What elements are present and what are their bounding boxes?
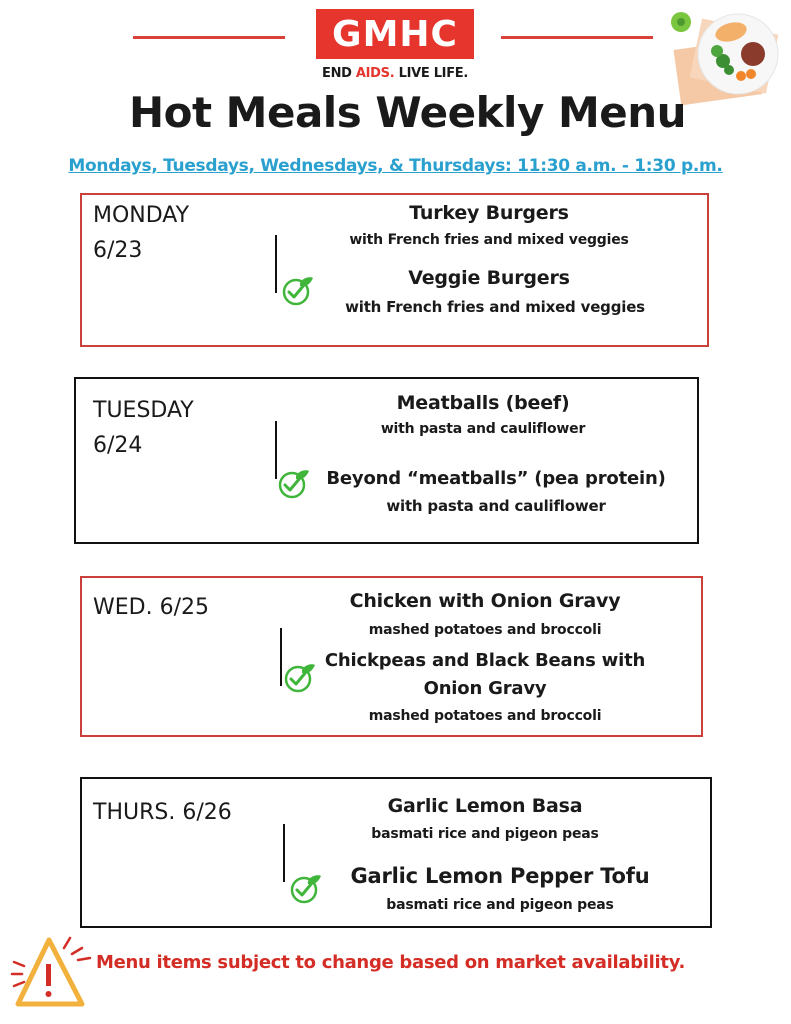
meal1-sides: with French fries and mixed veggies xyxy=(349,232,629,248)
day-date: 6/23 xyxy=(93,238,143,263)
meal2-sides: mashed potatoes and broccoli xyxy=(368,708,602,724)
day-box-tuesday xyxy=(74,377,699,544)
day-name: MONDAY xyxy=(93,203,190,228)
gmhc-logo: GMHC xyxy=(316,9,474,59)
meal2-name-line1: Chickpeas and Black Beans with xyxy=(324,650,646,671)
meal1-sides: mashed potatoes and broccoli xyxy=(368,622,602,638)
day-label xyxy=(93,590,209,625)
divider-line xyxy=(275,235,277,293)
meal1-name: Garlic Lemon Basa xyxy=(387,795,583,817)
meal1-name: Meatballs (beef) xyxy=(396,392,570,414)
tagline-part2: LIVE LIFE. xyxy=(394,66,469,81)
day-name: TUESDAY xyxy=(93,398,194,423)
day-box-wednesday xyxy=(80,576,703,737)
logo-tagline xyxy=(316,66,474,81)
header-rule-left xyxy=(133,36,285,39)
meal1-sides: with pasta and cauliflower xyxy=(380,421,586,437)
day-label xyxy=(93,795,232,830)
meal2-sides: basmati rice and pigeon peas xyxy=(386,897,614,913)
day-box-monday xyxy=(80,193,709,347)
meal1-sides: basmati rice and pigeon peas xyxy=(371,826,599,842)
notice-text: Menu items subject to change based on market availability. xyxy=(96,952,686,973)
meal2-sides: with pasta and cauliflower xyxy=(386,497,606,515)
tagline-part1: END xyxy=(321,66,356,81)
meal2-name: Garlic Lemon Pepper Tofu xyxy=(350,864,650,888)
day-name: THURS. 6/26 xyxy=(93,800,232,825)
service-hours-link[interactable]: Mondays, Tuesdays, Wednesdays, & Thursdays: 11:30 a.m. - 1:30 p.m. xyxy=(68,156,723,176)
meal1-name: Turkey Burgers xyxy=(409,202,569,224)
warning-icon xyxy=(10,932,94,1016)
divider-line xyxy=(283,824,285,882)
day-label xyxy=(93,198,189,268)
vegetarian-check-icon xyxy=(276,468,310,500)
day-box-thursday xyxy=(80,777,712,928)
tagline-red: AIDS. xyxy=(355,66,395,81)
meal2-name: Veggie Burgers xyxy=(408,267,570,289)
header-rule-right xyxy=(501,36,653,39)
meal1-name: Chicken with Onion Gravy xyxy=(349,590,621,612)
day-name: WED. 6/25 xyxy=(93,595,209,620)
day-date: 6/24 xyxy=(93,433,143,458)
meal2-name: Beyond “meatballs” (pea protein) xyxy=(326,468,666,489)
page-title: Hot Meals Weekly Menu xyxy=(128,88,687,137)
meal2-sides: with French fries and mixed veggies xyxy=(345,298,645,316)
meal2-name-line2: Onion Gravy xyxy=(423,678,547,699)
day-label xyxy=(93,393,194,463)
